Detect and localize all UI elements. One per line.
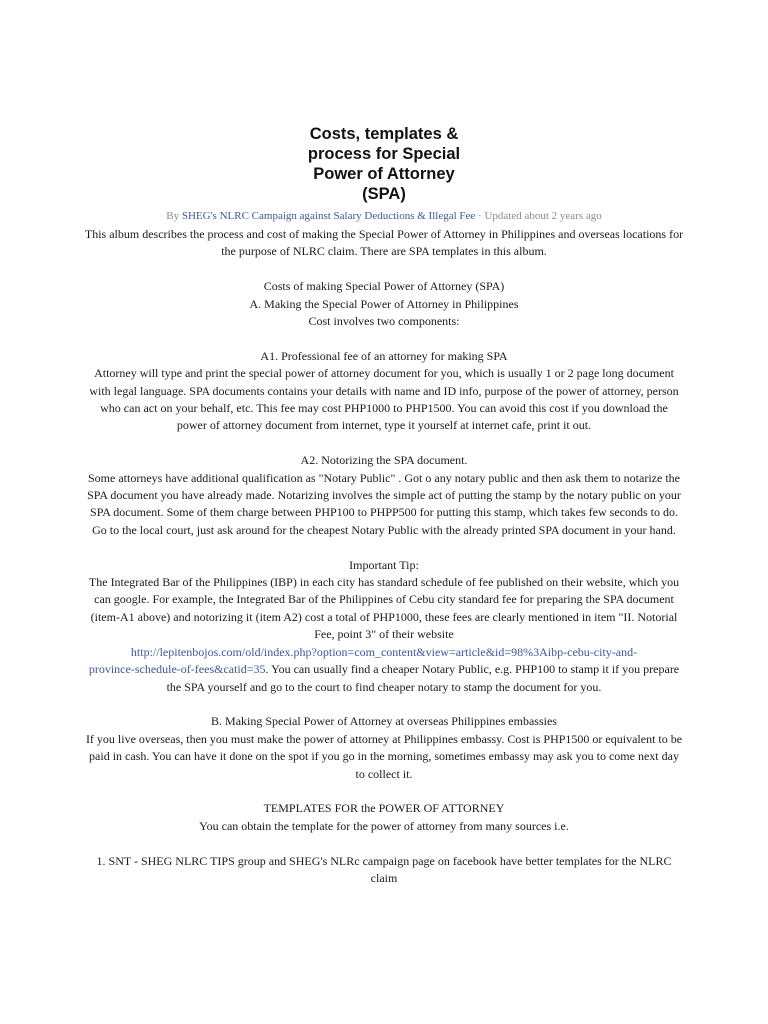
a1-section (84, 348, 684, 435)
byline-prefix: By (166, 210, 180, 222)
b-text: If you live overseas, then you must make the power of attorney at Philippines embassy. Cost is PHP1500 or equivalent to be paid in cash. You can have it done on the spot if you go in the morning, sometimes embassy may ask you to come next day to collect it. (85, 731, 683, 781)
tip-section (84, 557, 684, 696)
tip-text: The Integrated Bar of the Philippines (IBP) in each city has standard schedule of fee published on their website, which you can google. For example, the Integrated Bar of the Philippines of Cebu city standard fee for preparing the SPA document (item-A1 above) and notorizing it (item A2) cost a total of PHP1000, these fees are clearly mentioned in item "II. Notorial Fee, point 3" of their website (88, 575, 680, 642)
intro-paragraph: This album describes the process and cost of making the Special Power of Attorney in Philippines and overseas locations for the purpose of NLRC claim. There are SPA templates in this album. (84, 227, 684, 259)
b-heading: B. Making Special Power of Attorney at overseas Philippines embassies (211, 714, 557, 729)
a2-text: Some attorneys have additional qualification as "Notary Public" . Got o any notary public and then ask them to notarize the SPA document you have already made. Notarizing involves the simple act of putting the stamp by the notary public on your SPA document. Some of them charge between PHP100 to PHPP500 for putting this stamp, which takes few seconds to do. Go to the local court, just ask around for the cheapest Notary Public with the already printed SPA document in your hand. (87, 470, 681, 537)
tip-heading: Important Tip: (349, 557, 419, 572)
page-title (284, 124, 484, 204)
byline (0, 209, 768, 223)
title-line: Power of Attorney (313, 165, 455, 183)
title-line: Costs, templates & (309, 125, 459, 143)
a2-section (84, 452, 684, 539)
document-body (84, 226, 684, 905)
a1-text: Attorney will type and print the special power of attorney document for you, which is usually 1 or 2 page long document with legal language. SPA documents contains your details with name and ID info, purpose of the power of attorney, person who can act on your behalf, etc. This fee may cost PHP1000 to PHP1500. You can avoid this cost if you download the power of attorney document from internet, type it yourself at internet cafe, print it out. (89, 366, 679, 433)
title-line: (SPA) (362, 185, 406, 203)
templates-heading: TEMPLATES FOR the POWER OF ATTORNEY (263, 801, 505, 816)
link-line: province-schedule-of-fees&catid=35 (88, 662, 266, 677)
b-section (84, 713, 684, 783)
template-item-1: 1. SNT - SHEG NLRC TIPS group and SHEG's NLRc campaign page on facebook have better templates for the NLRC claim (96, 853, 672, 885)
templates-section (84, 800, 684, 835)
a2-heading: A2. Notorizing the SPA document. (300, 453, 468, 468)
templates-text: You can obtain the template for the power of attorney from many sources i.e. (199, 818, 569, 833)
components-text: Cost involves two components: (308, 314, 460, 329)
a1-heading: A1. Professional fee of an attorney for making SPA (260, 348, 508, 363)
section-a-heading: A. Making the Special Power of Attorney in Philippines (249, 296, 519, 311)
tip-text-after-link: . You can usually find a cheaper Notary Public, e.g. PHP100 to stamp it if you prepare the SPA yourself and go to the court to find cheaper notary to stamp the document for you. (166, 662, 680, 694)
costs-heading: Costs of making Special Power of Attorney (SPA) (263, 279, 505, 294)
link-line: http://lepitenbojos.com/old/index.php?option=com_content&view=article&id=98%3Aibp-cebu-city-and- (130, 644, 638, 659)
updated-time: Updated about 2 years ago (484, 210, 602, 222)
costs-section (84, 278, 684, 330)
author-link[interactable]: SHEG's NLRC Campaign against Salary Deductions & Illegal Fee (181, 210, 476, 222)
byline-separator: · (478, 210, 482, 222)
title-line: process for Special (307, 145, 461, 163)
